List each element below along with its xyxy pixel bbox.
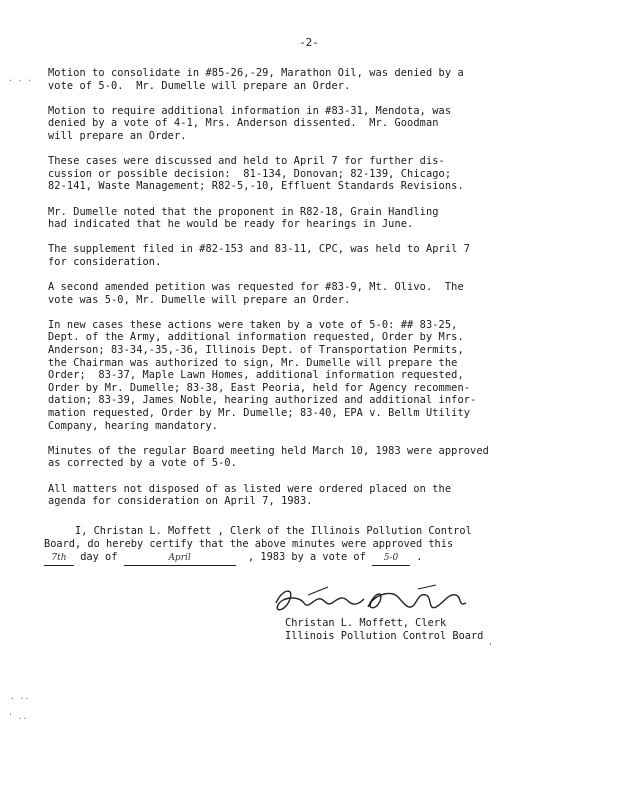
scan-artifact-mark: ' ..	[8, 712, 28, 721]
month-handwritten: April	[124, 552, 236, 566]
end-period: .	[410, 551, 423, 563]
paragraph-amended-petition: A second amended petition was requested for #83-9, Mt. Olivo. The vote was 5-0, Mr. Dumelle will prepare an Order.	[48, 281, 464, 306]
day-of-text: day of	[74, 551, 124, 563]
minutes-body	[48, 67, 534, 520]
clerk-certification	[44, 525, 534, 566]
signer-organization: Illinois Pollution Control Board	[285, 629, 484, 642]
certification-line-2: Board, do hereby certify that the above minutes were approved this	[44, 538, 454, 550]
paragraph-additional-info-motion: Motion to require additional information in #83-31, Mendota, was denied by a vote of 4-1, Mrs. Anderson dissented. Mr. Goodman will prepare an Order.	[48, 104, 452, 142]
signer-block	[285, 617, 483, 642]
vote-handwritten: 5-0	[372, 552, 410, 566]
paragraph-grain-handling: Mr. Dumelle noted that the proponent in R82-18, Grain Handling had indicated that he would be ready for hearings in June.	[48, 205, 439, 231]
paragraph-matters-placed: All matters not disposed of as listed were ordered placed on the agenda for consideration on April 7, 1983.	[48, 482, 452, 508]
certification-line-3	[44, 551, 534, 566]
paragraph-held-cases: These cases were discussed and held to April 7 for further dis- cussion or possible decision: 81-134, Donovan; 82-139, Chicago; 82-141, Waste Management; R82-5,-10, Effluent Standards Revisions.	[48, 155, 464, 193]
scan-artifact-mark: '	[488, 642, 493, 651]
handwritten-signature	[268, 583, 488, 619]
year-vote-text: , 1983 by a vote of	[235, 551, 372, 563]
certification-line-1: I, Christan L. Moffett , Clerk of the Illinois Pollution Control	[44, 525, 472, 537]
day-handwritten: 7th	[44, 552, 74, 566]
paragraph-consolidate-motion: Motion to consolidate in #85-26,-29, Marathon Oil, was denied by a vote of 5-0. Mr. Dumelle will prepare an Order.	[48, 67, 464, 92]
signer-name: Christan L. Moffett, Clerk	[285, 617, 447, 629]
paragraph-minutes-approved: Minutes of the regular Board meeting held March 10, 1983 were approved as corrected by a vote of 5-0.	[48, 444, 489, 470]
page-number: -2-	[299, 36, 319, 49]
paragraph-supplement: The supplement filed in #82-153 and 83-11, CPC, was held to April 7 for consideration.	[48, 243, 471, 268]
scan-artifact-mark: . ..	[10, 692, 30, 701]
paragraph-new-cases: In new cases these actions were taken by a vote of 5-0: ## 83-25, Dept. of the Army, additional information requested, Order by Mrs. Anderson; 83-34,-35,-36, Illinois Dept. of Transportation Permits, the Chairman was authorized to sign, Mr. Dumelle will prepare the Order; 83-37, Maple Lawn Homes, additional information requested, Order by Mr. Dumelle; 83-38, East Peoria, held for Agency recommen- dation; 83-39, James Noble, hearing authorized and additional infor- mation requested, Order by Mr. Dumelle; 83-40, EPA v. Bellm Utility Company, hearing mandatory.	[48, 318, 477, 432]
scan-artifact-mark: . . .	[8, 74, 33, 83]
